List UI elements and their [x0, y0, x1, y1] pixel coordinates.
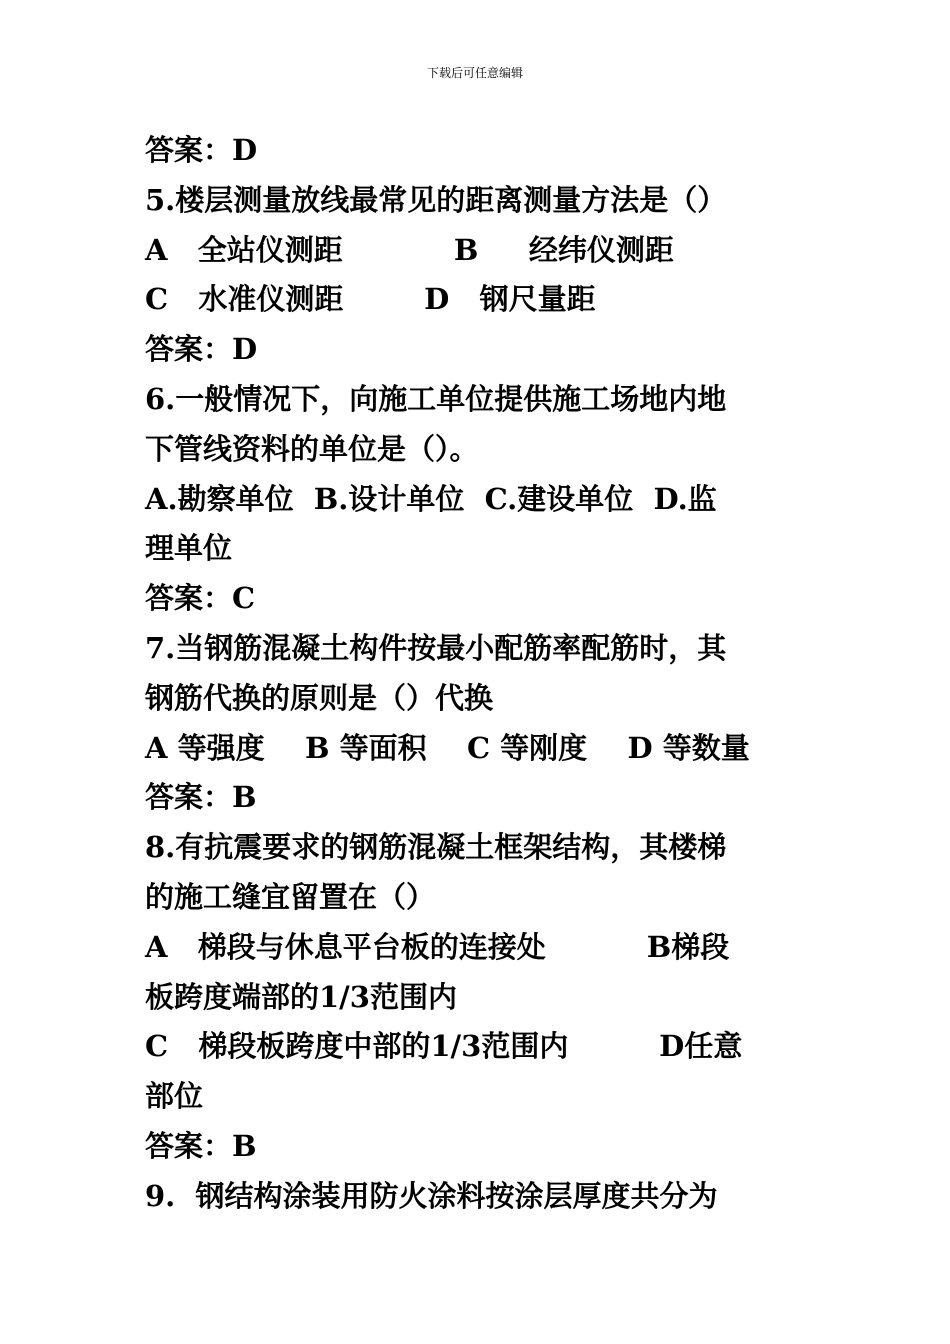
- answer-line: 答案：C: [145, 581, 256, 616]
- question-7-cont: 钢筋代换的原则是（）代换: [145, 680, 494, 715]
- question-8-option-a: A 梯段与休息平台板的连接处 B梯段: [145, 929, 730, 964]
- answer-line: 答案：B: [145, 780, 257, 815]
- question-8-option-b-cont: 板跨度端部的1/3范围内: [145, 979, 457, 1014]
- question-8: 8.有抗震要求的钢筋混凝土框架结构，其楼梯: [145, 830, 727, 865]
- answer-line: 答案：D: [145, 332, 258, 367]
- question-5-options-cd: C 水准仪测距 D 钢尺量距: [145, 282, 596, 317]
- page-header: 下载后可任意编辑: [426, 66, 523, 80]
- answer-line: 答案：D: [145, 133, 258, 167]
- document-body: [145, 126, 815, 1222]
- question-6-options-cont: 理单位: [145, 531, 233, 566]
- question-8-option-c: C 梯段板跨度中部的1/3范围内 D任意: [145, 1029, 743, 1064]
- question-8-cont: 的施工缝宜留置在（）: [145, 879, 436, 914]
- question-6-cont: 下管线资料的单位是（）。: [145, 431, 479, 466]
- question-8-option-d-cont: 部位: [145, 1079, 204, 1114]
- question-5-options-ab: A 全站仪测距 B 经纬仪测距: [145, 232, 674, 267]
- question-9: 9. 钢结构涂装用防火涂料按涂层厚度共分为: [145, 1178, 718, 1213]
- question-7-options: A 等强度 B 等面积 C 等刚度 D 等数量: [145, 730, 750, 765]
- question-5: 5.楼层测量放线最常见的距离测量方法是（）: [145, 182, 727, 217]
- question-6-options: A.勘察单位 B.设计单位 C.建设单位 D.监: [145, 481, 717, 516]
- answer-line: 答案：B: [145, 1128, 257, 1163]
- question-6: 6.一般情况下，向施工单位提供施工场地内地: [145, 381, 727, 416]
- question-7: 7.当钢筋混凝土构件按最小配筋率配筋时，其: [145, 630, 727, 665]
